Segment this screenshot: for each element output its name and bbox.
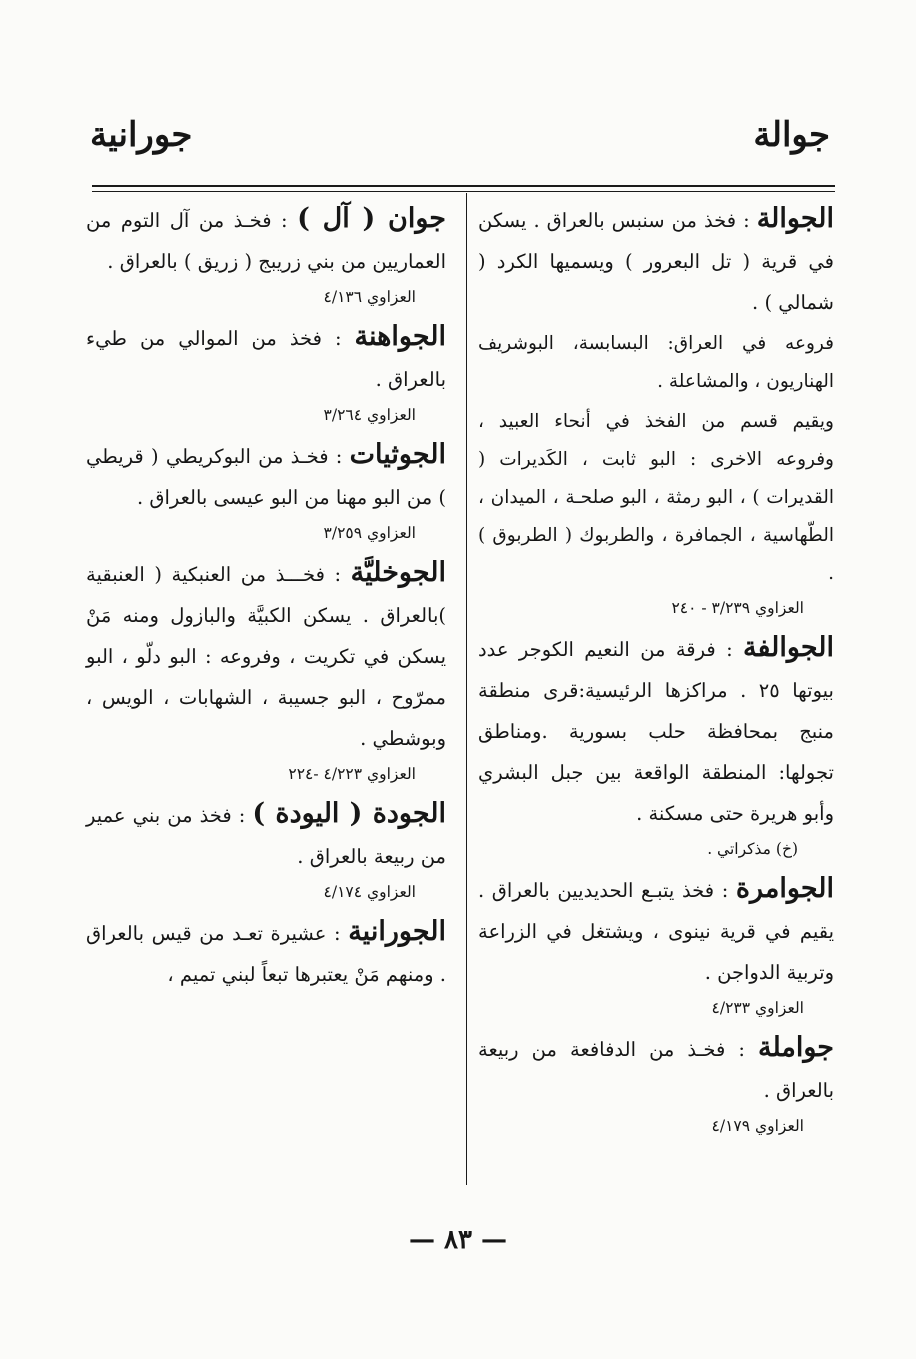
entry-reference: العزاوي ٤/١٧٩ xyxy=(711,1117,804,1135)
right-column xyxy=(478,198,834,1145)
entry-text xyxy=(478,627,834,834)
headword: الجوثيات xyxy=(349,439,447,470)
entry-text xyxy=(86,552,446,759)
entry-body: فخذ من الموالي من طيء بالعراق . xyxy=(86,327,446,391)
separator: : xyxy=(326,922,349,945)
entry-jawamila xyxy=(478,1027,834,1141)
separator: : xyxy=(271,209,298,232)
headword: الجوامرة xyxy=(735,873,835,904)
separator: : xyxy=(328,445,350,468)
entry-body: فخذ من سنبس بالعراق . يسكن في قرية ( تل البعرور ) ويسميها الكرد ( شمالي ) . xyxy=(478,209,834,314)
entry-reference: العزاوي ٣/٢٥٩ xyxy=(323,524,416,542)
entry-reference: العزاوي ٤/٢٢٣ -٢٢٤ xyxy=(288,765,416,783)
entry-text xyxy=(478,198,834,323)
left-column xyxy=(86,198,446,999)
entry-jawan xyxy=(86,198,446,312)
separator: : xyxy=(324,563,351,586)
headword: الجوخليَّة xyxy=(350,557,447,588)
entry-body: فخـــذ من العنبكية ( العنبقية )بالعراق . يسكن الكبيَّة والبازول ومنه مَنْ يسكن في تكريت ، وفروعه : البو دلّو ، البو ممرّوح ، البو جسيبة ، الشهابات ، الويس ، وبوشطي . xyxy=(86,563,446,750)
headword: الجواهنة xyxy=(354,321,446,352)
header-rule-thin xyxy=(92,191,835,192)
header-rule-thick xyxy=(92,185,835,187)
entry-aljawkhaliyya xyxy=(86,552,446,789)
headword: الجوالفة xyxy=(743,632,834,663)
separator: : xyxy=(736,209,757,232)
headword: الجوالة xyxy=(756,203,834,234)
entry-reference: العزاوي ٤/١٧٤ xyxy=(323,883,416,901)
column-divider xyxy=(466,193,467,1185)
entry-text xyxy=(86,434,446,518)
entry-aljawda xyxy=(86,793,446,907)
entry-body: فخـذ من البوكريطي ( قريطي ) من البو مهنا من البو عيسى بالعراق . xyxy=(86,445,446,509)
entry-text xyxy=(86,793,446,877)
entry-aljawamira xyxy=(478,868,834,1023)
entry-aljawraniyya xyxy=(86,911,446,995)
entry-subparagraph: فروعه في العراق: البسابسة، البوشريف الهناريون ، والمشاعلة . xyxy=(478,333,834,392)
entry-reference: العزاوي ٤/٢٣٣ xyxy=(711,999,804,1017)
entry-reference: العزاوي ٣/٢٣٩ - ٢٤٠ xyxy=(671,599,804,617)
separator: : xyxy=(321,327,355,350)
entry-aljawala xyxy=(478,198,834,623)
running-head-last-word: جورانية xyxy=(90,115,193,155)
entry-body: عشيرة تعـد من قيس بالعراق . ومنهم مَنْ يعتبرها تبعاً لبني تميم ، xyxy=(86,922,446,986)
headword: جوان ( آل ) xyxy=(297,203,446,234)
headword: جواملة xyxy=(757,1032,834,1063)
entry-text xyxy=(86,911,446,995)
entry-text xyxy=(478,868,834,993)
entry-subparagraph: ويقيم قسم من الفخذ في أنحاء العبيد ، وفروعه الاخرى : البو ثابت ، الكَديرات ( القديرات ) ، البو رمثة ، البو صلحـة ، الميدان ، الطّهاسية ، الجمافرة ، والطربوك ( الطربوق ) . xyxy=(478,411,834,584)
entry-reference: (خ) مذكراتي . xyxy=(707,840,798,858)
entry-aljawalifa xyxy=(478,627,834,864)
entry-text xyxy=(86,316,446,400)
separator: : xyxy=(714,879,736,902)
page-number: — ٨٣ — xyxy=(408,1225,508,1255)
entry-aljawthiyat xyxy=(86,434,446,548)
entry-body: فرقة من النعيم الكوجر عدد بيوتها ٢٥ . مراكزها الرئيسية:قرى منطقة منبج بمحافظة حلب بسورية .ومناطق تجولها: المنطقة الواقعة بين جبل البشري وأبو هريرة حتى مسكنة . xyxy=(478,638,834,825)
entry-reference: العزاوي ٣/٢٦٤ xyxy=(323,406,416,424)
entry-body: فخذ من بني عمير من ربيعة بالعراق . xyxy=(86,804,446,868)
separator: : xyxy=(725,1038,758,1061)
entry-text xyxy=(478,1027,834,1111)
separator: : xyxy=(231,804,253,827)
entry-text xyxy=(86,198,446,282)
entry-reference: العزاوي ٤/١٣٦ xyxy=(323,288,416,306)
separator: : xyxy=(715,638,744,661)
running-head-first-word: جوالة xyxy=(753,115,830,155)
headword: الجودة ( اليودة ) xyxy=(252,798,446,829)
entry-body: فخـذ من الدفافعة من ربيعة بالعراق . xyxy=(478,1038,834,1102)
entry-body: فخذ يتبـع الحديديين بالعراق . يقيم في قرية نينوى ، ويشتغل في الزراعة وتربية الدواجن . xyxy=(478,879,834,984)
entry-body: فخـذ من آل التوم من العماريين من بني زريبج ( زريق ) بالعراق . xyxy=(86,209,446,273)
headword: الجورانية xyxy=(348,916,446,947)
entry-aljawahina xyxy=(86,316,446,430)
